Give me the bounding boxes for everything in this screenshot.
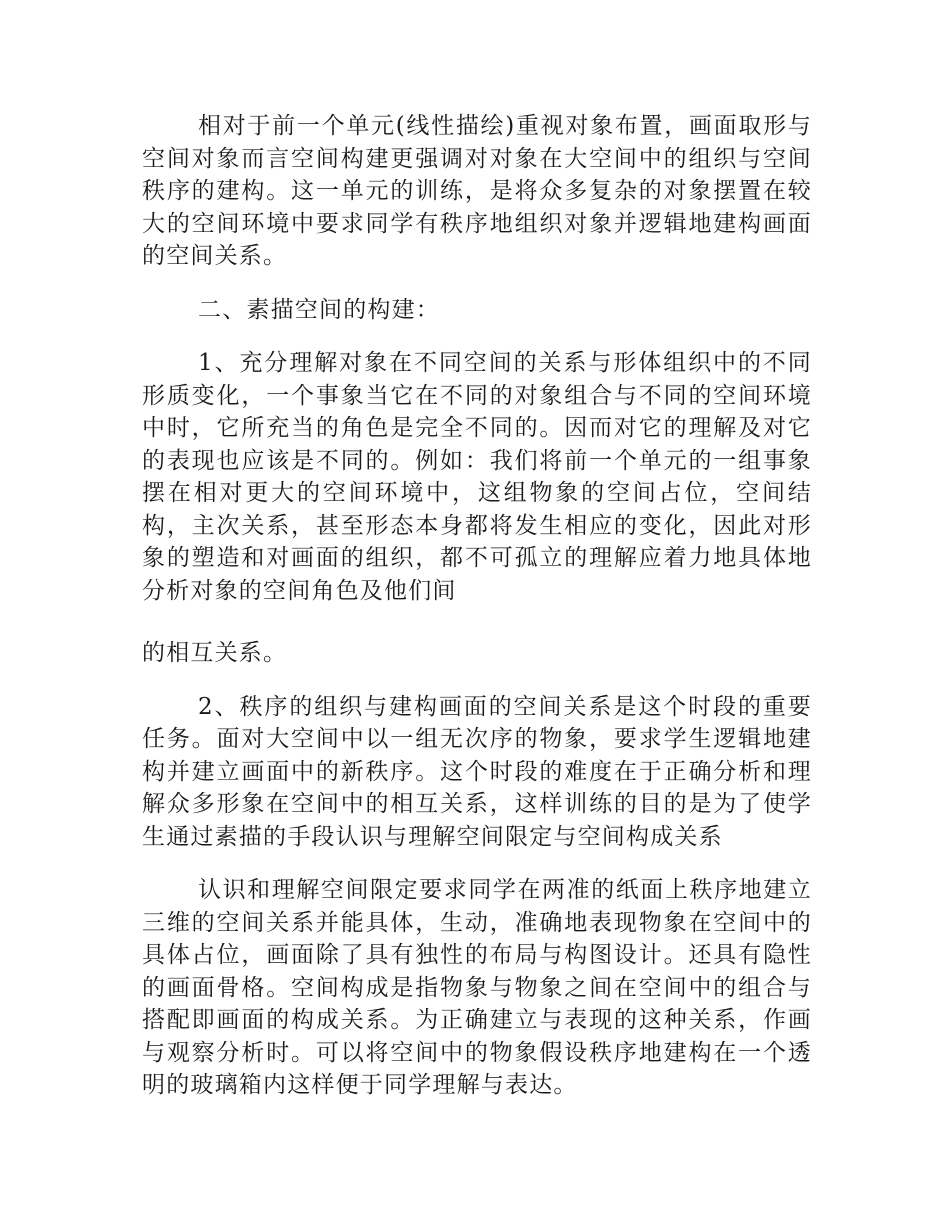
paragraph-intro: 相对于前一个单元(线性描绘)重视对象布置，画面取形与空间对象而言空间构建更强调对对象在大空间中的组织与空间秩序的建构。这一单元的训练，是将众多复杂的对象摆置在较大的空间环境中要求同学有秩序地组织对象并逻辑地建构画面的空间关系。 — [142, 113, 812, 269]
paragraph-continuation: 的相互关系。 — [142, 640, 288, 666]
paragraph-point-1: 1、充分理解对象在不同空间的关系与形体组织中的不同形质变化，一个事象当它在不同的对象组合与不同的空间环境中时，它所充当的角色是完全不同的。因而对它的理解及对它的表现也应该是不同的。例如：我们将前一个单元的一组事象摆在相对更大的空间环境中，这组物象的空间占位，空间结构，主次关系，甚至形态本身都将发生相应的变化，因此对形象的塑造和对画面的组织，都不可孤立的理解应着力地具体地分析对象的空间角色及他们间 — [142, 350, 812, 604]
paragraph-space-definition: 认识和理解空间限定要求同学在两准的纸面上秩序地建立三维的空间关系并能具体，生动，准确地表现物象在空间中的具体占位，画面除了具有独性的布局与构图设计。还具有隐性的画面骨格。空间构成是指物象与物象之间在空间中的组合与搭配即画面的构成关系。为正确建立与表现的这种关系，作画与观察分析时。可以将空间中的物象假设秩序地建构在一个透明的玻璃箱内这样便于同学理解与表达。 — [142, 877, 812, 1098]
paragraph-point-2: 2、秩序的组织与建构画面的空间关系是这个时段的重要任务。面对大空间中以一组无次序的物象，要求学生逻辑地建构并建立画面中的新秩序。这个时段的难度在于正确分析和理解众多形象在空间中的相互关系，这样训练的目的是为了使学生通过素描的手段认识与理解空间限定与空间构成关系 — [142, 693, 812, 850]
section-heading: 二、素描空间的构建： — [198, 296, 440, 323]
document-page — [142, 110, 812, 1102]
